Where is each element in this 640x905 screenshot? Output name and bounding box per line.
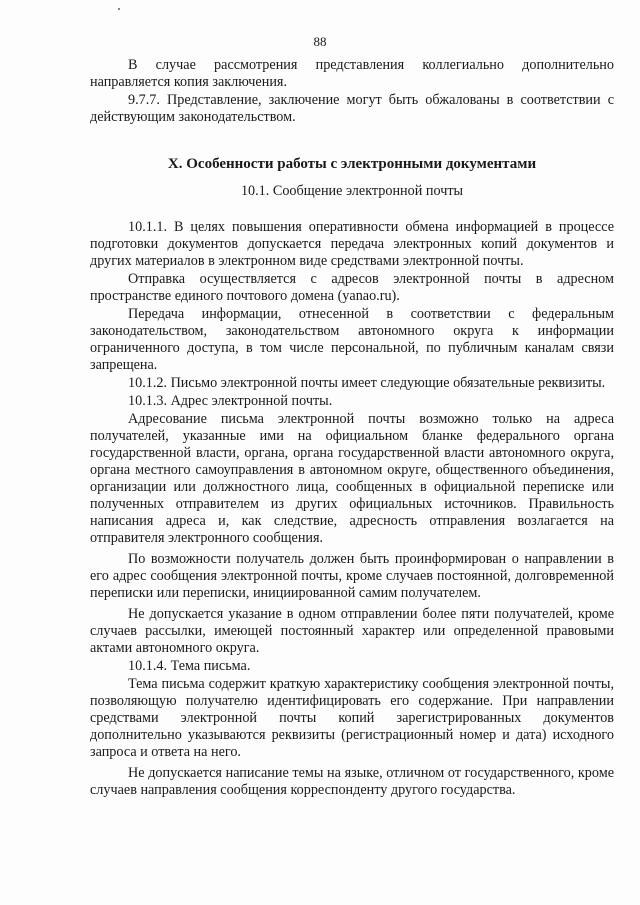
section-title: X. Особенности работы с электронными документами	[167, 156, 537, 172]
paragraph: 10.1.1. В целях повышения оперативности обмена информацией в процессе подготовки документов допускается передача электронных копий документов и других материалов в электронном виде средствами электронной почты.	[90, 219, 614, 269]
paragraph: Адресование письма электронной почты возможно только на адреса получателей, указанные ими на официальном бланке федерального органа государственной власти, органа, органа государственной власти автономного округа, органа местного самоуправления в автономном округе, общественного объединения, организации или должностного лица, сообщенных в официальной переписке или полученных отправителем из других официальных источников. Правильность написания адреса и, как следствие, адресность отправления возлагается на отправителя электронного сообщения.	[90, 411, 614, 546]
document-body	[90, 57, 614, 799]
paragraph: 10.1.2. Письмо электронной почты имеет следующие обязательные реквизиты.	[128, 375, 606, 391]
paragraph: Не допускается указание в одном отправлении более пяти получателей, кроме случаев рассылки, имеющей постоянный характер или определенной правовыми актами автономного округа.	[90, 606, 614, 656]
paragraph: Тема письма содержит краткую характеристику сообщения электронной почты, позволяющую получателю идентифицировать его содержание. При направлении средствами электронной почты копий зарегистрированных документов дополнительно указываются реквизиты (регистрационный номер и дата) исходного запроса и ответа на него.	[90, 676, 614, 760]
paragraph: Не допускается написание темы на языке, отличном от государственного, кроме случаев направления сообщения корреспонденту другого государства.	[90, 765, 614, 798]
scan-speck	[118, 8, 120, 10]
page-number: 88	[313, 34, 327, 49]
paragraph: В случае рассмотрения представления коллегиально дополнительно направляется копия заключения.	[90, 57, 614, 90]
subsection-title: 10.1. Сообщение электронной почты	[240, 183, 464, 199]
paragraph: 9.7.7. Представление, заключение могут быть обжалованы в соответствии с действующим законодательством.	[90, 92, 614, 125]
paragraph: 10.1.3. Адрес электронной почты.	[128, 393, 333, 409]
paragraph: Передача информации, отнесенной в соответствии с федеральным законодательством, законодательством автономного округа к информации ограниченного доступа, в том числе персональной, по публичным каналам связи запрещена.	[90, 306, 614, 373]
paragraph: Отправка осуществляется с адресов электронной почты в адресном пространстве единого почтового домена (yanao.ru).	[90, 271, 614, 304]
paragraph: 10.1.4. Тема письма.	[128, 658, 251, 674]
paragraph: По возможности получатель должен быть проинформирован о направлении в его адрес сообщения электронной почты, кроме случаев постоянной, долговременной переписки или переписки, инициированной самим получателем.	[90, 551, 614, 601]
